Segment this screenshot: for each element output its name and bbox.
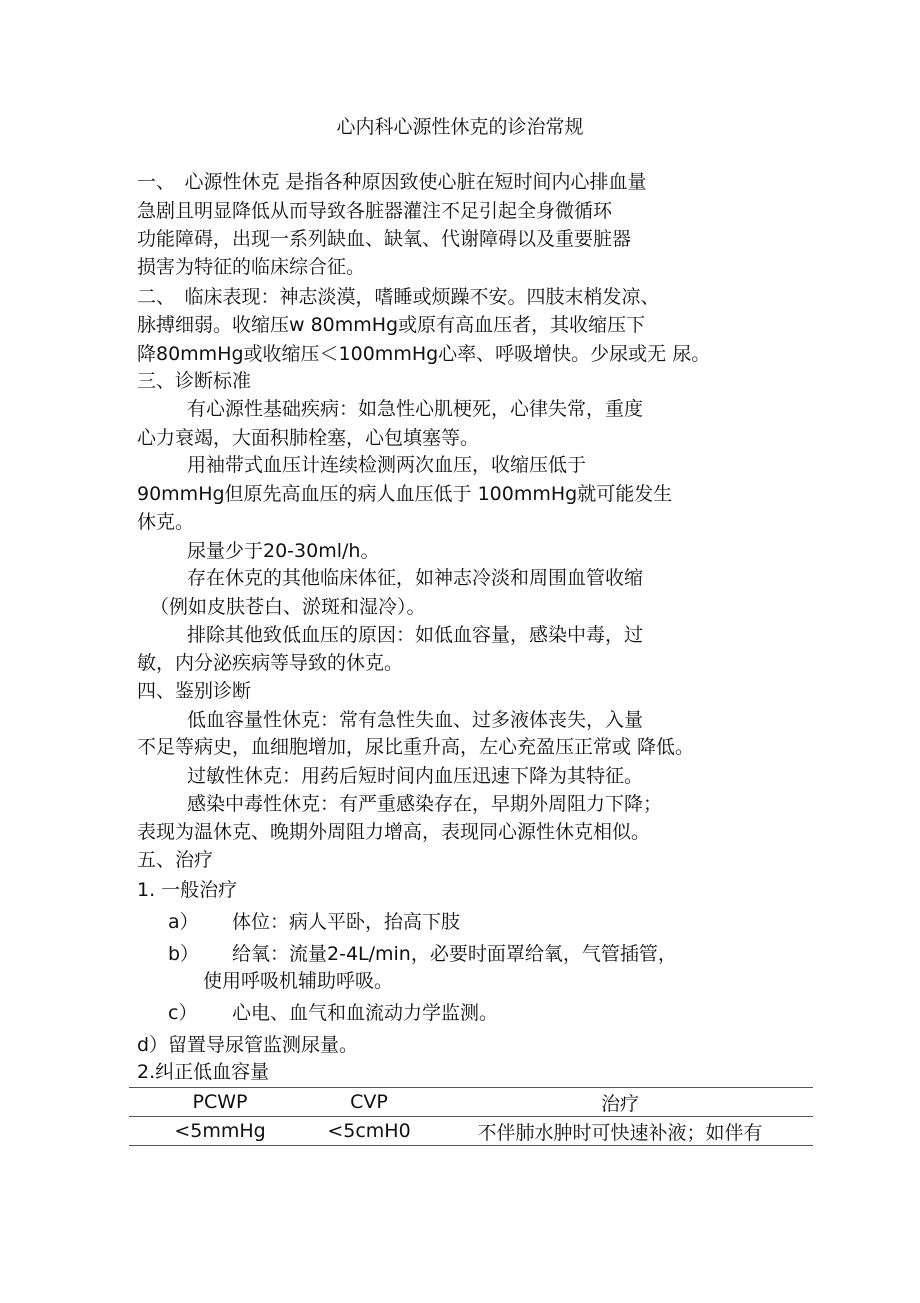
section-3-line-8: （例如皮肤苍白、淤斑和湿冷）。 <box>150 596 426 618</box>
section-3-line-10: 敏，内分泌疾病等导致的休克。 <box>137 652 404 674</box>
item-a-label: a） <box>168 911 199 933</box>
general-treatment-heading: 1. 一般治疗 <box>137 879 238 901</box>
table-cell-pcwp: <5mmHg <box>174 1120 266 1142</box>
table-row <box>129 1117 813 1146</box>
section-3-line-6: 尿量少于20-30ml/h。 <box>187 540 380 562</box>
section-4-line-3: 过敏性休克：用药后短时间内血压迅速下降为其特征。 <box>187 765 644 787</box>
table-cell-cvp: <5cmH0 <box>327 1120 411 1142</box>
section-2-line-2: 脉搏细弱。收缩压w 80mmHg或原有高血压者，其收缩压下 <box>137 314 646 336</box>
section-2-line-3: 降80mmHg或收缩压＜100mmHg心率、呼吸增快。少尿或无 尿。 <box>137 343 711 365</box>
section-1-line-1: 一、 心源性休克 是指各种原因致使心脏在短时间内心排血量 <box>137 171 647 193</box>
item-c-label: c） <box>168 1002 198 1024</box>
section-2-line-1: 二、 临床表现：神志淡漠，嗜睡或烦躁不安。四肢末梢发凉、 <box>137 286 660 308</box>
section-3-line-5: 休克。 <box>137 511 195 533</box>
section-3-line-2: 心力衰竭，大面积肺栓塞，心包填塞等。 <box>137 427 480 449</box>
treatment-item-b-continued: 使用呼吸机辅助呼吸。 <box>203 970 394 992</box>
section-3-line-9: 排除其他致低血压的原因：如低血容量，感染中毒，过 <box>187 624 644 646</box>
table-header-cvp: CVP <box>350 1091 388 1113</box>
section-1-line-4: 损害为特征的临床综合征。 <box>137 256 366 278</box>
correct-hypovolemia-heading: 2.纠正低血容量 <box>137 1061 270 1083</box>
section-4-heading: 四、鉴别诊断 <box>137 680 252 702</box>
section-4-line-4: 感染中毒性休克：有严重感染存在，早期外周阻力下降； <box>187 793 663 815</box>
section-3-line-4: 90mmHg但原先高血压的病人血压低于 100mmHg就可能发生 <box>137 483 673 505</box>
section-4-line-2: 不足等病史，血细胞增加，尿比重升高，左心充盈压正常或 降低。 <box>137 736 695 758</box>
treatment-item-b <box>168 941 677 967</box>
treatment-item-d: d）留置导尿管监测尿量。 <box>137 1034 359 1056</box>
item-a-text: 体位：病人平卧，抬高下肢 <box>232 911 461 933</box>
item-b-text: 给氧：流量2-4L/min，必要时面罩给氧，气管插管， <box>232 943 677 965</box>
section-1-line-2: 急剧且明显降低从而导致各脏器灌注不足引起全身微循环 <box>137 200 613 222</box>
treatment-item-a <box>168 909 460 935</box>
section-3-line-3: 用袖带式血压计连续检测两次血压，收缩压低于 <box>187 454 587 476</box>
section-3-heading: 三、诊断标准 <box>137 370 252 392</box>
table-header-row <box>129 1088 813 1117</box>
treatment-item-c <box>168 1000 498 1026</box>
section-4-line-5: 表现为温休克、晚期外周阻力增高，表现同心源性休克相似。 <box>137 821 651 843</box>
section-3-line-7: 存在休克的其他临床体征，如神志冷淡和周围血管收缩 <box>187 567 644 589</box>
item-b-label: b） <box>168 943 200 965</box>
table-header-treatment: 治疗 <box>600 1092 639 1115</box>
item-c-text: 心电、血气和血流动力学监测。 <box>232 1002 499 1024</box>
table-header-pcwp: PCWP <box>192 1091 248 1113</box>
section-3-line-1: 有心源性基础疾病：如急性心肌梗死，心律失常，重度 <box>187 398 644 420</box>
treatment-table <box>129 1087 813 1146</box>
section-5-heading: 五、治疗 <box>137 849 214 871</box>
section-1-line-3: 功能障碍，出现一系列缺血、缺氧、代谢障碍以及重要脏器 <box>137 228 632 250</box>
table-cell-treatment: 不伴肺水肿时可快速补液；如伴有 <box>477 1121 763 1144</box>
section-4-line-1: 低血容量性休克：常有急性失血、过多液体丧失，入量 <box>187 709 644 731</box>
page-title: 心内科心源性休克的诊治常规 <box>336 116 584 138</box>
